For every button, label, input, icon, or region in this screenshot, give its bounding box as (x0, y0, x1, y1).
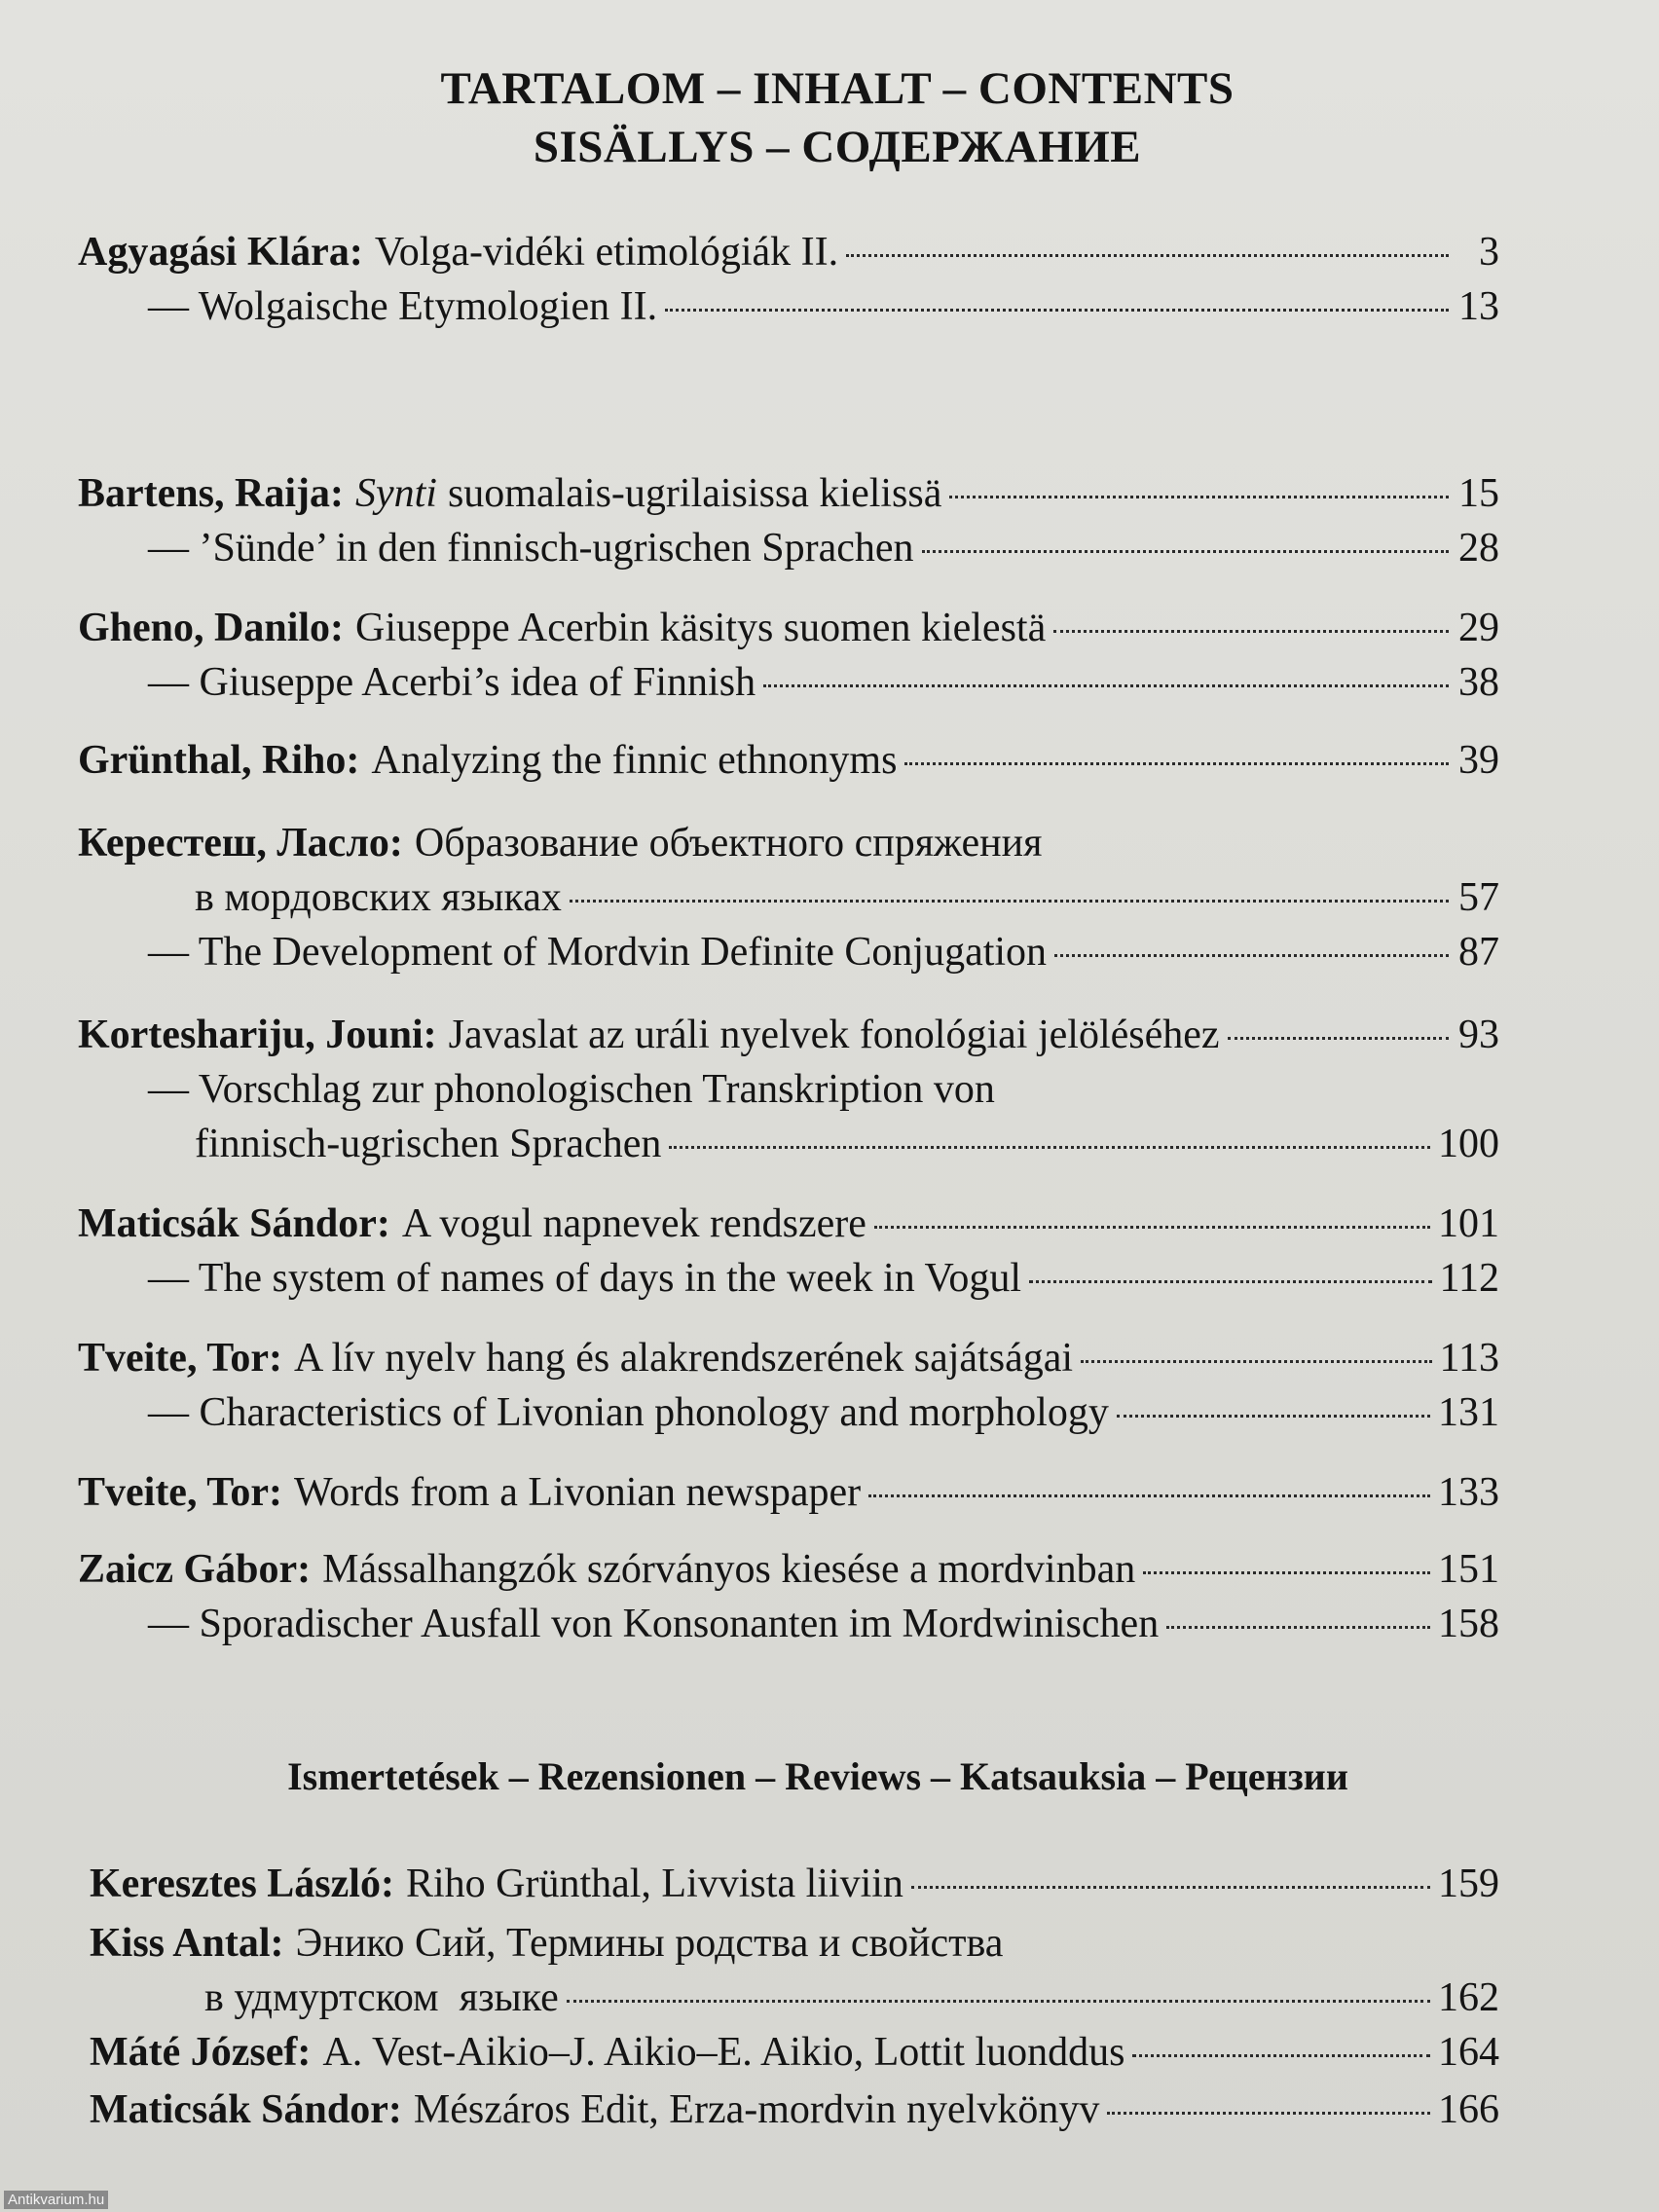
entry-author: Tveite, Tor: (78, 1470, 282, 1515)
page-number: 28 (1458, 526, 1499, 571)
entry-author: Tveite, Tor: (78, 1336, 282, 1381)
dot-leader (763, 684, 1449, 687)
page-number: 151 (1438, 1547, 1499, 1592)
toc-line[interactable] (78, 1251, 1499, 1306)
entry-title: — Sporadischer Ausfall von Konsonanten im Mordwinischen (148, 1602, 1160, 1646)
entry-author: Zaicz Gábor: (78, 1547, 312, 1592)
toc-line[interactable] (78, 925, 1499, 979)
dot-leader (904, 762, 1449, 765)
toc-line[interactable] (90, 1971, 1499, 2025)
page-number: 166 (1438, 2087, 1499, 2132)
dot-leader (1054, 954, 1449, 957)
page-number: 57 (1458, 875, 1499, 920)
toc-line[interactable] (78, 1062, 1499, 1117)
entry-title: Riho Grünthal, Livvista liiviin (405, 1862, 903, 1906)
toc-entry (78, 1542, 1499, 1651)
page-number: 158 (1438, 1602, 1499, 1646)
reviews-heading: Ismertetések – Rezensionen – Reviews – Katsauksia – Рецензии (287, 1754, 1348, 1798)
entry-title: — Characteristics of Livonian phonology and morphology (148, 1390, 1109, 1435)
entry-title: Mássalhangzók szórványos kiesése a mordvinban (322, 1547, 1136, 1592)
toc-line[interactable] (90, 1857, 1499, 1911)
toc-entry (78, 225, 1499, 334)
entry-title: Words from a Livonian newspaper (293, 1470, 862, 1515)
entry-title: A lív nyelv hang és alakrendszerének sajátságai (293, 1336, 1074, 1381)
review-entry (90, 2083, 1499, 2137)
entry-title: — The Development of Mordvin Definite Conjugation (148, 930, 1048, 975)
page-number: 162 (1438, 1975, 1499, 2020)
entry-title: Volga-vidéki etimológiák II. (374, 230, 839, 275)
toc-line[interactable] (78, 733, 1499, 788)
entry-author: Gheno, Danilo: (78, 606, 345, 650)
dot-leader (1053, 630, 1449, 633)
dot-leader (1166, 1626, 1430, 1629)
entry-title: — Wolgaische Etymologien II. (148, 284, 658, 329)
dot-leader (570, 900, 1449, 903)
page-number: 39 (1458, 738, 1499, 783)
dot-leader (1143, 1571, 1430, 1574)
toc-entry (78, 816, 1499, 979)
dot-leader (567, 2000, 1430, 2003)
entry-title: в мордовских языках (195, 875, 562, 920)
toc-line[interactable] (90, 1916, 1499, 1971)
dot-leader (1029, 1280, 1431, 1283)
entry-title: A vogul napnevek rendszere (401, 1201, 866, 1246)
toc-line[interactable] (78, 1117, 1499, 1171)
page-number: 93 (1458, 1013, 1499, 1057)
dot-leader (922, 550, 1449, 553)
entry-title: Analyzing the finnic ethnonyms (371, 738, 898, 783)
entry-title: finnisch-ugrischen Sprachen (195, 1122, 662, 1166)
toc-entry (78, 466, 1499, 575)
entry-author: Bartens, Raija: (78, 471, 344, 516)
page-number: 38 (1458, 660, 1499, 705)
entry-author: Grünthal, Riho: (78, 738, 360, 783)
watermark-label: Antikvarium.hu (4, 2191, 108, 2209)
toc-line[interactable] (78, 816, 1499, 870)
dot-leader (1081, 1360, 1432, 1363)
entry-title: — The system of names of days in the week in Vogul (148, 1256, 1022, 1301)
review-entry (90, 1857, 1499, 1911)
toc-entry (78, 1197, 1499, 1306)
dot-leader (868, 1494, 1430, 1497)
entry-author: Maticsák Sándor: (90, 2087, 402, 2132)
review-entry (90, 1916, 1499, 2025)
entry-author: Kiss Antal: (90, 1921, 284, 1966)
toc-line[interactable] (78, 279, 1499, 334)
page-number: 13 (1458, 284, 1499, 329)
entry-title: Javaslat az uráli nyelvek fonológiai jelöléséhez (448, 1013, 1220, 1057)
entry-title: suomalais-ugrilaisissa kielissä (447, 471, 942, 516)
dot-leader (846, 254, 1449, 257)
entry-author: Máté József: (90, 2030, 312, 2075)
page-number: 133 (1438, 1470, 1499, 1515)
toc-line[interactable] (78, 1331, 1499, 1385)
entry-title-italic: Synti (354, 471, 437, 516)
toc-entry (78, 733, 1499, 788)
dot-leader (874, 1226, 1430, 1229)
page-number: 112 (1439, 1256, 1499, 1301)
toc-entry (78, 1465, 1499, 1520)
toc-line[interactable] (78, 1542, 1499, 1597)
dot-leader (949, 496, 1449, 498)
toc-entry (78, 601, 1499, 710)
page-number: 3 (1479, 230, 1499, 275)
review-entry (90, 2025, 1499, 2080)
entry-title: — Vorschlag zur phonologischen Transkription von (148, 1067, 995, 1112)
toc-line[interactable] (78, 1008, 1499, 1062)
entry-title: Энико Сий, Термины родства и свойства (295, 1921, 1004, 1966)
toc-line[interactable] (90, 2025, 1499, 2080)
dot-leader (669, 1146, 1430, 1149)
toc-title-line-2: SISÄLLYS – СОДЕРЖАНИЕ (533, 122, 1142, 172)
entry-title: Mészáros Edit, Erza-mordvin nyelvkönyv (413, 2087, 1100, 2132)
entry-author: Maticsák Sándor: (78, 1201, 390, 1246)
toc-line[interactable] (78, 655, 1499, 710)
entry-author: Korteshariju, Jouni: (78, 1013, 437, 1057)
entry-title: Giuseppe Acerbin käsitys suomen kielestä (355, 606, 1047, 650)
toc-title-line-1: TARTALOM – INHALT – CONTENTS (440, 63, 1235, 114)
entry-title: A. Vest-Aikio–J. Aikio–E. Aikio, Lottit luonddus (322, 2030, 1125, 2075)
dot-leader (1132, 2054, 1430, 2057)
entry-title: — ’Sünde’ in den finnisch-ugrischen Sprachen (148, 526, 914, 571)
toc-line[interactable] (90, 2083, 1499, 2137)
page-number: 87 (1458, 930, 1499, 975)
entry-author: Keresztes László: (90, 1862, 394, 1906)
toc-line[interactable] (78, 521, 1499, 575)
entry-title: — Giuseppe Acerbi’s idea of Finnish (148, 660, 756, 705)
dot-leader (1107, 2112, 1430, 2115)
toc-line[interactable] (78, 1465, 1499, 1520)
dot-leader (1228, 1037, 1449, 1040)
entry-author: Agyagási Klára: (78, 230, 363, 275)
toc-entry (78, 1331, 1499, 1440)
entry-title: в удмуртском языке (204, 1975, 559, 2020)
toc-line[interactable] (78, 225, 1499, 279)
toc-line[interactable] (78, 870, 1499, 925)
page-number: 159 (1438, 1862, 1499, 1906)
entry-title: Образование объектного спряжения (414, 821, 1043, 866)
page-number: 29 (1458, 606, 1499, 650)
page-number: 131 (1438, 1390, 1499, 1435)
toc-line[interactable] (78, 1385, 1499, 1440)
entry-author: Керестеш, Ласло: (78, 821, 403, 866)
toc-line[interactable] (78, 466, 1499, 521)
page-number: 101 (1438, 1201, 1499, 1246)
page-number: 113 (1439, 1336, 1499, 1381)
page-number: 15 (1458, 471, 1499, 516)
dot-leader (665, 309, 1449, 312)
dot-leader (911, 1886, 1430, 1889)
toc-line[interactable] (78, 601, 1499, 655)
toc-line[interactable] (78, 1197, 1499, 1251)
page-number: 164 (1438, 2030, 1499, 2075)
toc-line[interactable] (78, 1597, 1499, 1651)
dot-leader (1117, 1415, 1430, 1418)
page-number: 100 (1438, 1122, 1499, 1166)
toc-entry (78, 1008, 1499, 1171)
